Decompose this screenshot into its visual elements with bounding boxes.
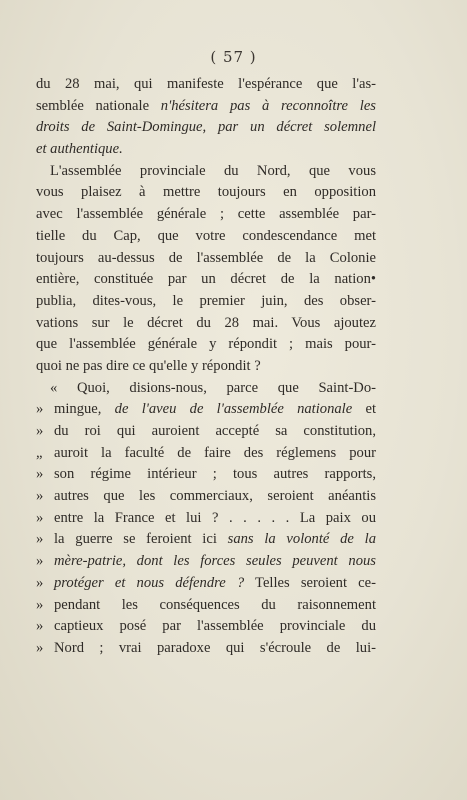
text-line	[36, 378, 376, 400]
text-run: du 28 mai, qui manifeste l'espérance que l'as-	[36, 76, 376, 92]
text-line	[36, 161, 376, 183]
italic-text: et authentique.	[36, 141, 123, 158]
quote-mark: »	[36, 509, 44, 526]
text-line	[36, 313, 376, 335]
quote-mark: »	[36, 574, 44, 591]
text-line	[36, 182, 376, 204]
text-run: du roi qui auroient accepté sa constitution,	[54, 423, 376, 439]
text-line	[36, 269, 376, 291]
text-run: Telles seroient ce-	[244, 574, 376, 591]
text-run: L'assemblée provinciale du Nord, que vous	[50, 162, 376, 179]
quote-mark: »	[36, 618, 44, 635]
text-run: tielle du Cap, que votre condescendance met	[36, 227, 376, 244]
quote-mark: »	[36, 639, 44, 656]
italic-text: droits de Saint-Domingue, par un décret solemnel	[36, 119, 376, 136]
text-line	[36, 486, 376, 508]
text-line	[36, 226, 376, 248]
text-run: quoi ne pas dire ce qu'elle y répondit ?	[36, 357, 261, 374]
quote-mark: »	[36, 553, 44, 570]
text-run: toujours au-dessus de l'assemblée de la Colonie	[36, 249, 376, 266]
text-run: captieux posé par l'assemblée provinciale du	[54, 618, 376, 635]
italic-text: mère-patrie, dont les forces seules peuvent nous	[54, 553, 376, 570]
text-line	[36, 551, 376, 573]
quote-mark: »	[36, 466, 44, 483]
text-run: et	[352, 401, 376, 418]
text-line	[36, 399, 376, 421]
text-line	[36, 443, 376, 465]
text-run: autres que les commerciaux, seroient anéantis	[54, 488, 376, 505]
text-line	[36, 204, 376, 226]
text-line	[36, 74, 376, 96]
text-run: « Quoi, disions-nous, parce que Saint-Do-	[50, 379, 376, 396]
text-line	[36, 529, 376, 551]
quote-mark: »	[36, 531, 44, 548]
text-run: semblée nationale	[36, 97, 161, 114]
text-run: son régime intérieur ; tous autres rapports,	[54, 466, 376, 483]
text-line	[36, 291, 376, 313]
text-line	[36, 638, 376, 660]
text-line	[36, 139, 376, 161]
text-line	[36, 421, 376, 443]
text-line	[36, 248, 376, 270]
text-run: avec l'assemblée générale ; cette assemblée par-	[36, 206, 376, 223]
text-line	[36, 117, 376, 139]
text-run: publia, dites-vous, le premier juin, des obser-	[36, 292, 376, 309]
text-run: que l'assemblée générale y répondit ; mais pour-	[36, 336, 376, 353]
text-line	[36, 96, 376, 118]
quote-mark: „	[36, 444, 43, 461]
text-run: la guerre se feroient ici	[54, 531, 228, 548]
quote-mark: »	[36, 596, 44, 613]
body-text	[36, 74, 376, 660]
text-line	[36, 616, 376, 638]
italic-text: sans la volonté de la	[227, 531, 376, 548]
text-line	[36, 595, 376, 617]
text-run: pendant les conséquences du raisonnement	[54, 596, 376, 613]
text-run: mingue,	[54, 401, 115, 418]
text-run: Nord ; vrai paradoxe qui s'écroule de lui-	[54, 639, 376, 656]
text-run: entière, constituée par un décret de la nation•	[36, 271, 376, 288]
italic-text: n'hésitera pas à reconnoître les	[160, 97, 376, 114]
text-line	[36, 464, 376, 486]
text-line	[36, 508, 376, 530]
text-run: vations sur le décret du 28 mai. Vous ajoutez	[36, 314, 376, 331]
text-run: entre la France et lui ? . . . . . La paix ou	[54, 509, 376, 526]
italic-text: protéger et nous défendre ?	[54, 574, 245, 591]
text-line	[36, 334, 376, 356]
quote-mark: »	[36, 488, 44, 505]
text-line	[36, 356, 376, 378]
quote-mark: »	[36, 401, 44, 418]
page-number: ( 57 )	[210, 48, 257, 66]
italic-text: de l'aveu de l'assemblée nationale	[114, 401, 353, 418]
text-line	[36, 573, 376, 595]
text-run: auroit la faculté de faire des réglemens pour	[54, 444, 376, 461]
text-run: vous plaisez à mettre toujours en opposition	[36, 184, 376, 201]
quote-mark: »	[36, 423, 44, 439]
